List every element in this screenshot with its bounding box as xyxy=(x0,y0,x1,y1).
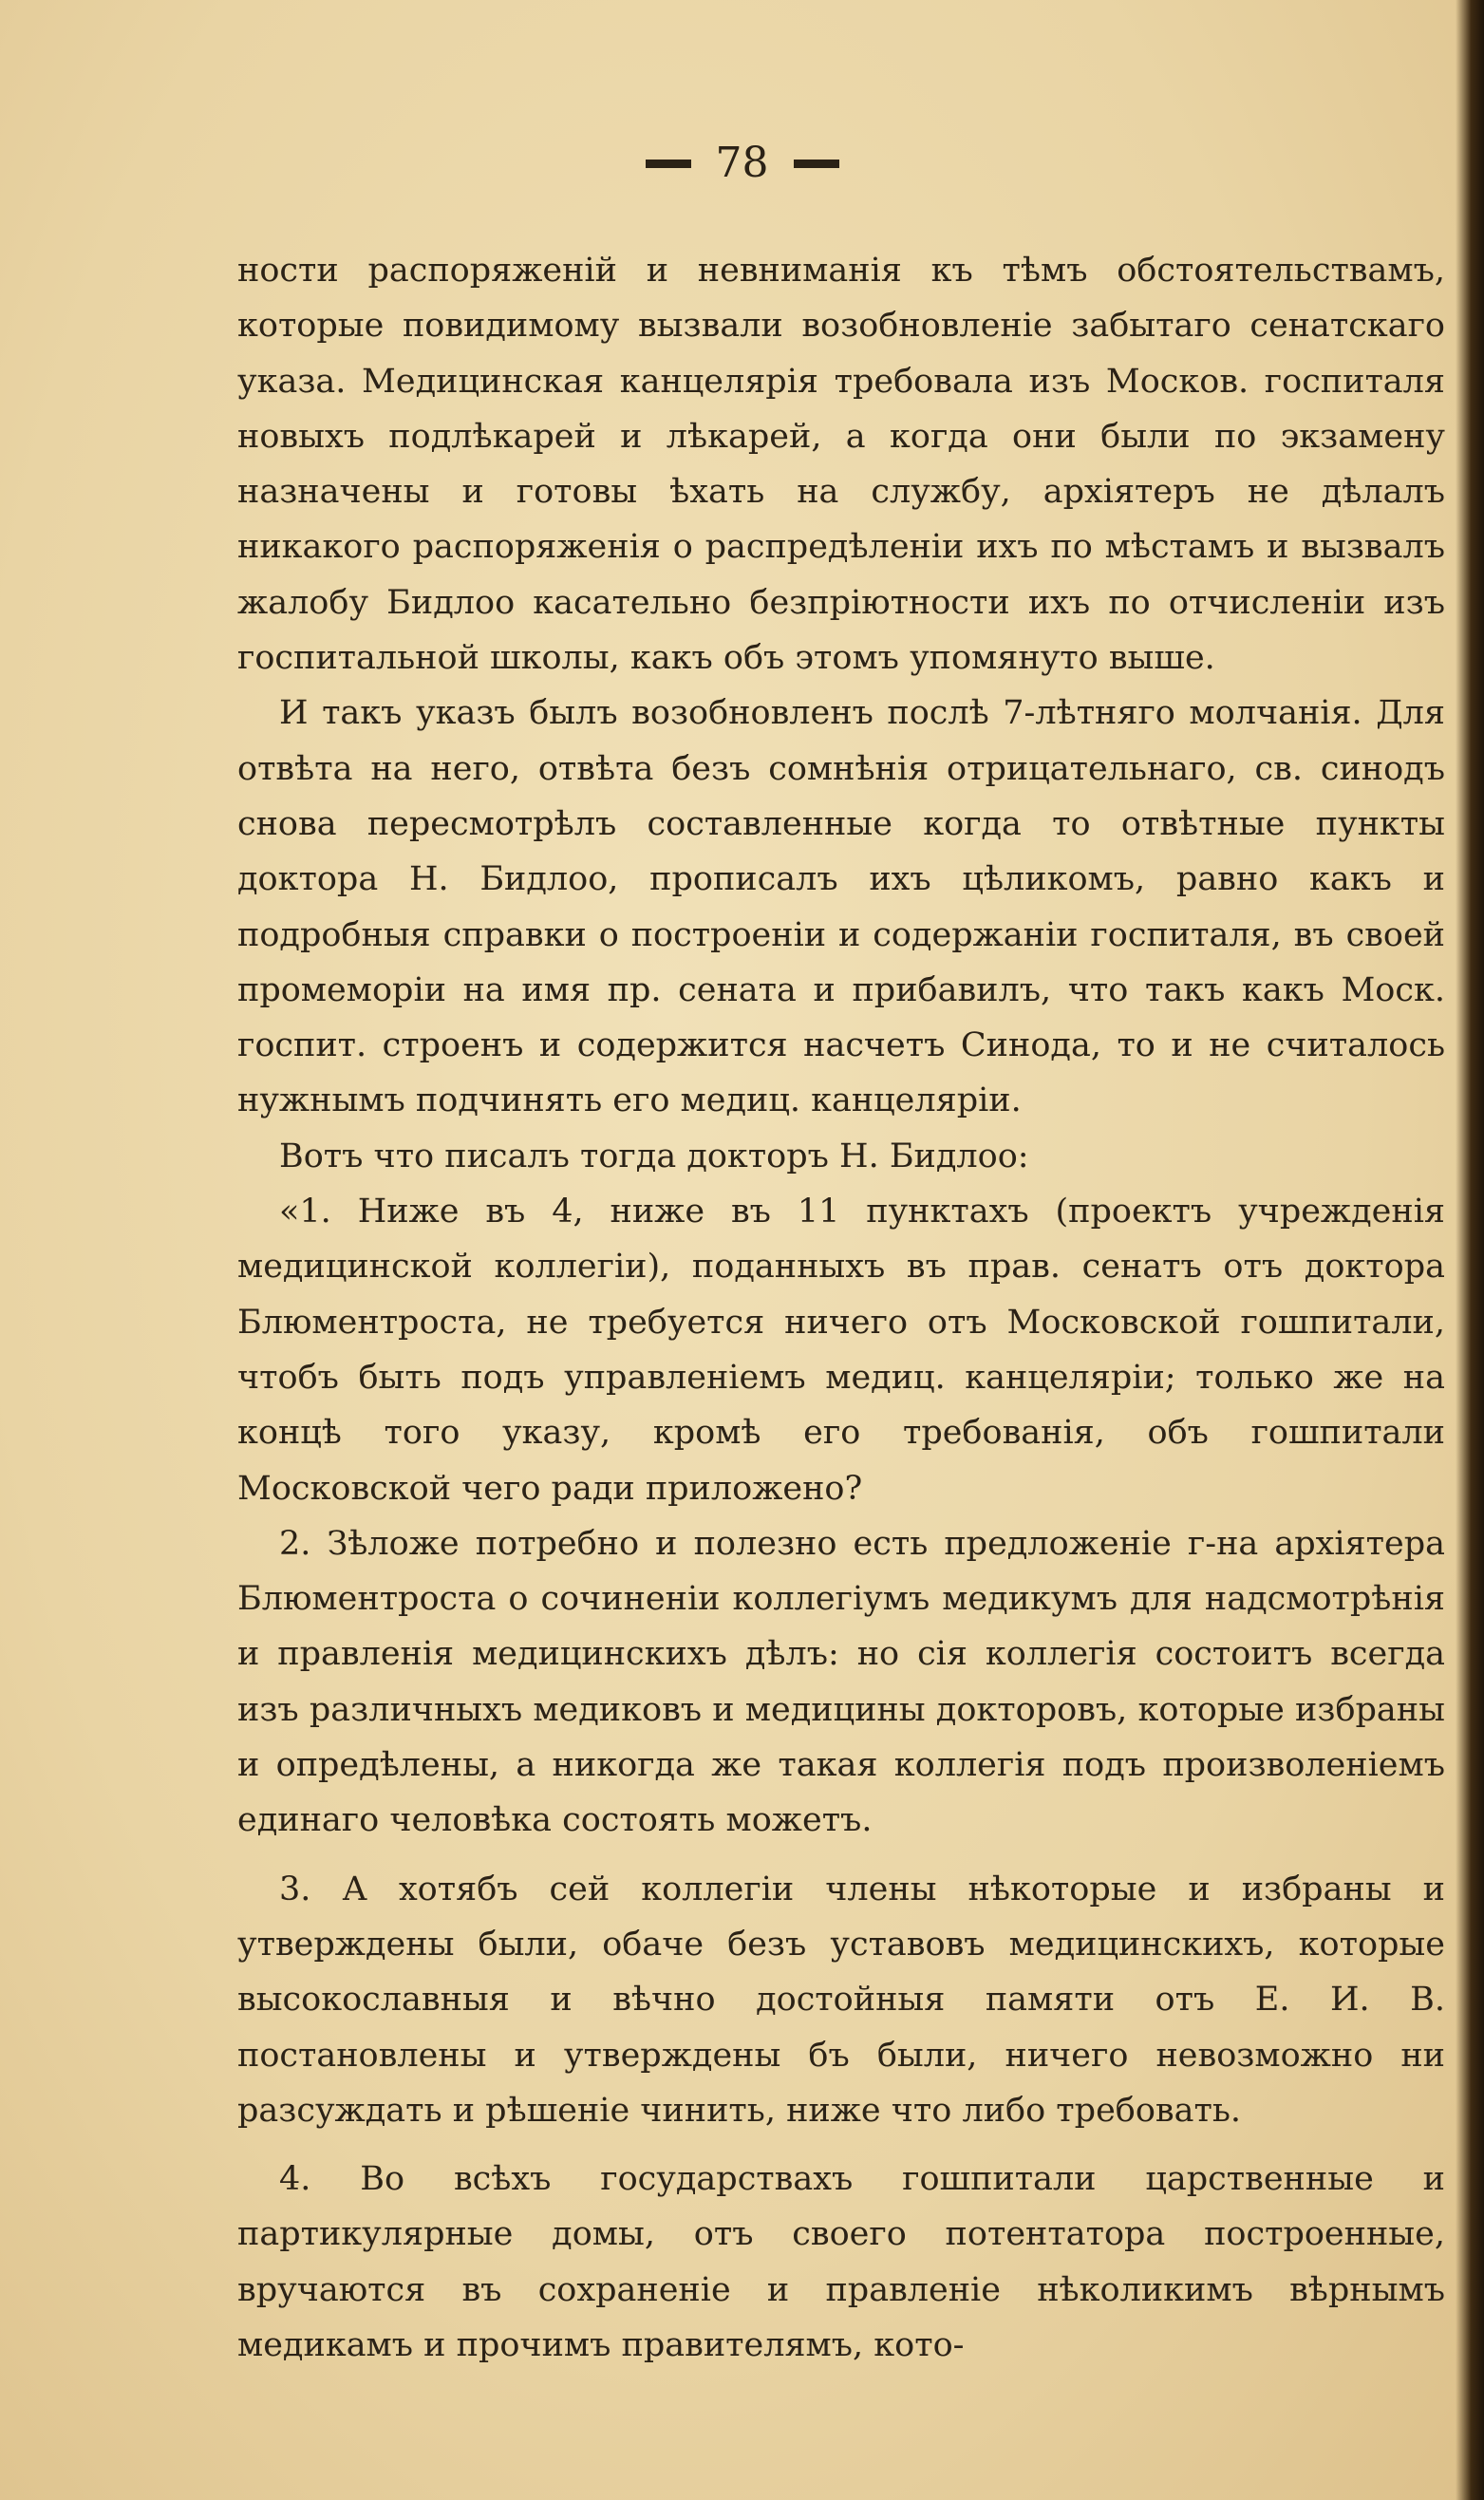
header-dash-left xyxy=(646,160,691,168)
paragraph: ности распоряженій и невниманія къ тѣмъ обстоятельствамъ, которые повидимому вызвали возобновленіе забытаго сенатскаго указа. Медицинская канцелярія требовала изъ Москов. госпиталя новыхъ подлѣкарей и лѣкарей, а когда они были по экзамену назначены и готовы ѣхать на службу, архіятеръ не дѣлалъ никакого распоряженія о распредѣленіи ихъ по мѣстамъ и вызвалъ жалобу Бидлоо касательно безпріютности ихъ по отчисленіи изъ госпитальной школы, какъ объ этомъ упомянуто выше. xyxy=(237,252,1445,678)
page-binding-edge xyxy=(1456,0,1484,2500)
quoted-item: 4. Во всѣхъ государствахъ гошпитали царственные и партикулярные домы, отъ своего потентатора построенные, вручаются въ сохраненіе и правленіе нѣколикимъ вѣрнымъ медикамъ и прочимъ правителямъ, кото- xyxy=(237,2160,1445,2364)
page-header xyxy=(0,139,1484,187)
paragraph: Вотъ что писалъ тогда докторъ Н. Бидлоо: xyxy=(279,1137,1029,1175)
body-text xyxy=(237,243,1445,2373)
quoted-item: «1. Ниже въ 4, ниже въ 11 пунктахъ (проектъ учрежденія медицинской коллегіи), поданныхъ въ прав. сенатъ отъ доктора Блюментроста, не требуется ничего отъ Московской гошпитали, чтобъ быть подъ управленіемъ медиц. канцеляріи; только же на концѣ того указу, кромѣ его требованія, объ гошпитали Московской чего ради приложено? xyxy=(237,1193,1445,1508)
quoted-item: 3. А хотябъ сей коллегіи члены нѣкоторые и избраны и утверждены были, обаче безъ уставовъ медицинскихъ, которые высокославныя и вѣчно достойныя памяти отъ Е. И. В. постановлены и утверждены бъ были, ничего невозможно ни разсуждать и рѣшеніе чинить, ниже что либо требовать. xyxy=(237,1870,1445,2130)
quoted-item: 2. Зѣложе потребно и полезно есть предложеніе г-на архіятера Блюментроста о сочиненіи коллегіумъ медикумъ для надсмотрѣнія и правленія медицинскихъ дѣлъ: но сія коллегія состоитъ всегда изъ различныхъ медиковъ и медицины докторовъ, которые избраны и опредѣлены, а никогда же такая коллегія подъ произволеніемъ единаго человѣка состоять можетъ. xyxy=(237,1524,1445,1840)
header-dash-right xyxy=(794,160,839,168)
page-number: 78 xyxy=(715,139,769,187)
paragraph: И такъ указъ былъ возобновленъ послѣ 7-лѣтняго молчанія. Для отвѣта на него, отвѣта безъ сомнѣнія отрицательнаго, св. синодъ снова пересмотрѣлъ составленные когда то отвѣтные пункты доктора Н. Бидлоо, прописалъ ихъ цѣликомъ, равно какъ и подробныя справки о построеніи и содержаніи госпиталя, въ своей промеморіи на имя пр. сената и прибавилъ, что такъ какъ Моск. госпит. строенъ и содержится насчетъ Синода, то и не считалось нужнымъ подчинять его медиц. канцеляріи. xyxy=(237,694,1445,1120)
